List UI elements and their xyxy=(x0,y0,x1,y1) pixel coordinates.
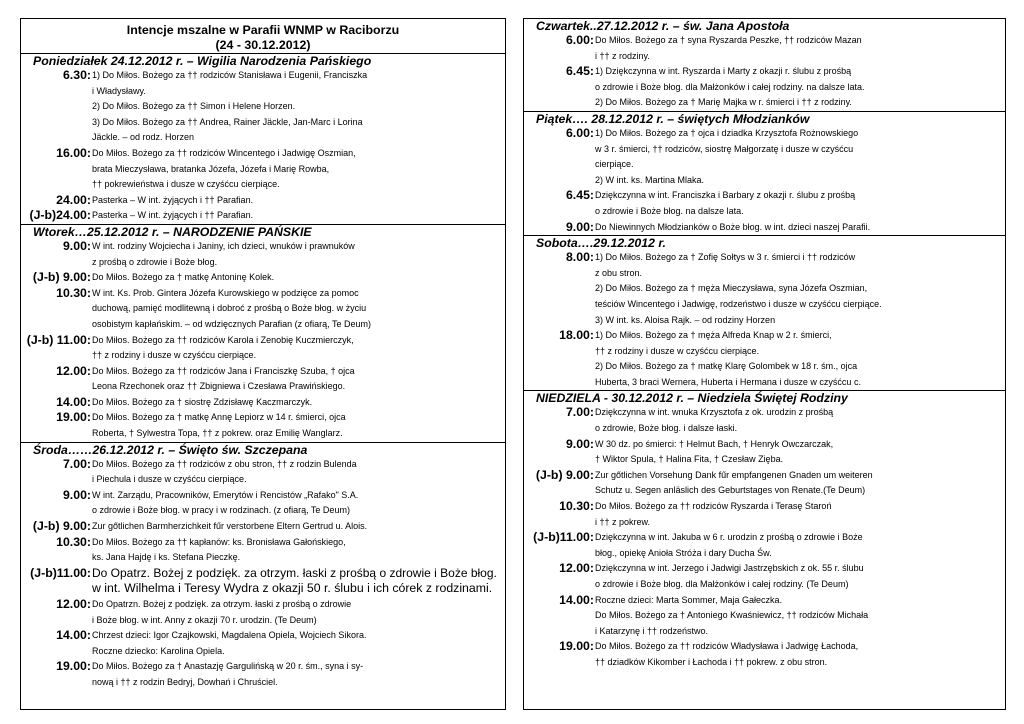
intention-text xyxy=(594,64,1005,111)
mass-intention-row xyxy=(21,146,505,193)
intention-line: o zdrowie, Boże błog. i dalsze łaski. xyxy=(595,423,738,434)
mass-time: 8.00: xyxy=(565,250,594,265)
intention-line: Schutz u. Segen anläslich des Geburtstages von Renate.(Te Deum) xyxy=(595,485,866,496)
intention-line: W 30 dz. po śmierci: † Helmut Bach, † Henryk Owczarczak, xyxy=(595,438,834,449)
intention-line: Dziękczynna w int. Franciszka i Barbary z okazji r. ślubu z prośbą xyxy=(595,190,856,201)
intention-line: 2) Do Miłos. Bożego za † męża Mieczysława, syna Józefa Oszmian, xyxy=(595,283,868,294)
mass-intention-row xyxy=(524,561,1005,592)
intention-line: W int. Ks. Prob. Gintera Józefa Kurowskiego w podzięce za pomoc xyxy=(92,287,359,298)
intention-text xyxy=(91,395,505,411)
mass-intention-row xyxy=(21,68,505,146)
intention-line: Do Miłos. Bożego za †† rodziców Wincentego i Jadwigę Oszmian, xyxy=(92,147,356,158)
mass-intention-row xyxy=(21,333,505,364)
intention-text xyxy=(594,328,1005,390)
mass-time: (J-b) 9.00: xyxy=(535,467,594,482)
intention-line: †† dziadków Kikomber i Łachoda i †† pokrew. z obu stron. xyxy=(595,656,828,667)
mass-time: 10.30: xyxy=(56,534,91,549)
day-heading: Piątek…. 28.12.2012 r. – świętych Młodzianków xyxy=(536,111,810,126)
mass-intention-row xyxy=(524,328,1005,390)
intention-line: o zdrowie i Boże błog. na dalsze lata. xyxy=(595,205,744,216)
intention-line: W int. Zarządu, Pracowników, Emerytów i Rencistów „Rafako" S.A. xyxy=(92,489,359,500)
mass-intention-row xyxy=(524,639,1005,670)
mass-intention-row xyxy=(21,410,505,441)
mass-intention-row xyxy=(21,566,505,597)
mass-time: 18.00: xyxy=(559,328,594,343)
day-section xyxy=(524,111,1005,235)
intention-line: i Władysławy. xyxy=(92,85,146,96)
intention-text xyxy=(91,535,505,566)
intention-line: Dziękczynna w int. wnuka Krzysztofa z ok. urodzin z prośbą xyxy=(595,407,834,418)
mass-time: 14.00: xyxy=(56,394,91,409)
intention-text xyxy=(594,33,1005,64)
bulletin-title xyxy=(21,23,505,53)
intention-line: ks. Jana Hajdę i ks. Stefana Pieczkę. xyxy=(92,552,241,563)
intention-line: osobistym kapłańskim. – od wdzięcznych Parafian (z ofiarą, Te Deum) xyxy=(92,318,371,329)
intention-line: Do Miłos. Bożego za †† rodziców Władysława i Jadwigę Łachoda, xyxy=(595,641,859,652)
intention-line: Zur gőtlichen Barmherzichkeit fűr verstorbene Eltern Gertrud u. Alois. xyxy=(92,521,368,532)
day-section xyxy=(21,224,505,442)
mass-intention-row xyxy=(21,395,505,411)
mass-time: 6.30: xyxy=(62,68,91,82)
mass-time: 14.00: xyxy=(559,592,594,607)
intention-line: o zdrowie i Boże błog. w pracy i w rodzinach. (z ofiarą, Te Deum) xyxy=(92,505,350,516)
intention-line: Leona Rzechonek oraz †† Zbigniewa i Czesława Prawińskiego. xyxy=(92,381,346,392)
mass-intention-row xyxy=(524,33,1005,64)
intention-line: 2) W int. ks. Martina Mlaka. xyxy=(595,174,705,185)
intention-line: 2) Do Miłos. Bożego za † Marię Majka w r. śmierci i †† z rodziny. xyxy=(595,97,852,108)
intention-line: Do Niewinnych Młodzianków o Boże błog. w int. dzieci naszej Parafii. xyxy=(595,221,871,232)
mass-time: 16.00: xyxy=(56,145,91,160)
mass-time: 10.30: xyxy=(559,499,594,514)
mass-intention-row xyxy=(524,468,1005,499)
intention-text xyxy=(91,333,505,364)
intention-line: Do Miłos. Bożego za †† rodziców z obu stron, †† z rodzin Bulenda xyxy=(92,458,357,469)
intention-text xyxy=(91,519,505,535)
intention-line: 1) Dziękczynna w int. Ryszarda i Marty z okazji r. ślubu z prośbą xyxy=(595,66,852,77)
intention-text xyxy=(91,68,505,146)
right-column xyxy=(523,18,1006,710)
intention-line: 3) Do Miłos. Bożego za †† Andrea, Rainer Jäckle, Jan-Marc i Lorina xyxy=(92,116,363,127)
mass-time: (J-b)11.00: xyxy=(30,565,91,580)
mass-time: (J-b)24.00: xyxy=(29,208,91,223)
mass-intention-row xyxy=(524,64,1005,111)
intention-line: Huberta, 3 braci Wernera, Huberta i Hermana i dusze w czyśćcu c. xyxy=(595,376,861,387)
intention-line: 1) Do Miłos. Bożego za † Zofię Sołtys w 3 r. śmierci i †† rodziców xyxy=(595,252,856,263)
intention-line: i Piechula i dusze w czyśćcu cierpiące. xyxy=(92,474,247,485)
intention-text xyxy=(91,597,505,628)
intention-text xyxy=(594,639,1005,670)
intention-line: †† z rodziny i dusze w czyśćcu cierpiące. xyxy=(595,345,760,356)
intention-text xyxy=(91,457,505,488)
intention-line: Do Miłos. Bożego za † syna Ryszarda Peszke, †† rodziców Mazan xyxy=(595,35,862,45)
day-heading: NIEDZIELA - 30.12.2012 r. – Niedziela Świętej Rodziny xyxy=(536,391,848,406)
intention-text xyxy=(91,193,505,209)
mass-intention-row xyxy=(21,193,505,209)
intention-line: 1) Do Miłos. Bożego za †† rodziców Stanisława i Eugenii, Franciszka xyxy=(92,70,368,80)
intention-line: i †† z rodziny. xyxy=(595,50,650,61)
day-heading: Sobota….29.12.2012 r. xyxy=(536,236,666,251)
left-sections xyxy=(21,53,505,691)
intention-line: Do Miłos. Bożego za † matkę Antoninę Kolek. xyxy=(92,272,275,283)
mass-time: 12.00: xyxy=(56,363,91,378)
intention-text xyxy=(594,468,1005,499)
mass-time: 12.00: xyxy=(56,597,91,611)
day-section xyxy=(21,53,505,224)
mass-intention-row xyxy=(21,457,505,488)
intention-line: Do Miłos. Bożego za † Anastazję Gargulińską w 20 r. śm., syna i sy- xyxy=(92,661,364,672)
mass-time: 10.30: xyxy=(56,285,91,300)
intention-line: †† z rodziny i dusze w czyśćcu cierpiące. xyxy=(92,350,257,361)
mass-intention-row xyxy=(21,519,505,535)
intention-line: Roczne dzieci: Marta Sommer, Maja Gałeczka. xyxy=(595,594,783,605)
mass-intention-row xyxy=(21,628,505,659)
mass-intention-row xyxy=(524,499,1005,530)
intention-line: i Boże błog. w int. Anny z okazji 70 r. urodzin. (Te Deum) xyxy=(92,614,317,625)
mass-time: 24.00: xyxy=(56,192,91,207)
intention-line: błog., opiekę Anioła Stróża i dary Ducha Św. xyxy=(595,547,772,558)
left-column xyxy=(20,18,506,710)
intention-text xyxy=(594,530,1005,561)
intention-text xyxy=(91,364,505,395)
mass-intention-row xyxy=(524,530,1005,561)
intention-line: brata Mieczysława, bratanka Józefa, Józefa i Marię Rowba, xyxy=(92,163,330,174)
intention-text xyxy=(91,659,505,690)
mass-time: 19.00: xyxy=(559,639,594,654)
day-heading: Wtorek…25.12.2012 r. – NARODZENIE PAŃSKIE xyxy=(33,224,312,239)
intention-line: Do Miłos. Bożego za †† rodziców Jana i Franciszkę Szuba, † ojca xyxy=(92,365,355,376)
intention-line: Do Miłos. Bożego za † Antoniego Kwaśniewicz, †† rodziców Michała xyxy=(595,610,869,621)
mass-time: 9.00: xyxy=(62,238,91,253)
intention-text xyxy=(91,270,505,286)
intention-text xyxy=(91,566,505,597)
mass-time: 7.00: xyxy=(62,456,91,471)
intention-text xyxy=(594,593,1005,640)
intention-line: † Wiktor Spula, † Halina Fita, † Czesław Zięba. xyxy=(595,454,784,465)
mass-time: 9.00: xyxy=(62,487,91,502)
intention-line: cierpiące. xyxy=(595,159,634,170)
intention-text xyxy=(594,126,1005,188)
mass-time: 6.00: xyxy=(565,33,594,47)
mass-time: (J-b)11.00: xyxy=(533,530,594,545)
intention-line: 3) W int. ks. Aloisa Rajk. – od rodziny Horzen xyxy=(595,314,776,325)
intention-line: nową i †† z rodzin Bedryj, Dowhań i Chruściel. xyxy=(92,676,278,687)
intention-line: Roberta, † Sylwestra Topa, †† z pokrew. oraz Emilię Wanglarz. xyxy=(92,428,343,439)
intention-line: 2) Do Miłos. Bożego za † matkę Klarę Golombek w 18 r. śm., ojca xyxy=(595,361,858,372)
intention-text xyxy=(594,188,1005,219)
intention-text xyxy=(91,146,505,193)
intention-text xyxy=(594,250,1005,328)
intention-text xyxy=(594,499,1005,530)
intention-line: Chrzest dzieci: Igor Czajkowski, Magdalena Opiela, Wojciech Sikora. xyxy=(92,630,367,641)
intention-line: Do Opatrz. Bożej z podzięk. za otrzym. łaski z prośbą o zdrowie i Boże błog. xyxy=(92,565,497,580)
intention-line: z prośbą o zdrowie i Boże błog. xyxy=(92,256,218,267)
intention-line: w 3 r. śmierci, †† rodziców, siostrę Małgorzatę i dusze w czyśćcu xyxy=(595,143,854,154)
intention-line: o zdrowie i Boże błog. dla Małżonków i całej rodziny. na dalsze lata. xyxy=(595,81,865,92)
mass-time: 7.00: xyxy=(565,405,594,420)
intention-text xyxy=(594,437,1005,468)
intention-line: w int. Wilhelma i Teresy Wydra z okazji 50 r. ślubu i ich córek z rodzinami. xyxy=(92,581,493,596)
mass-intention-row xyxy=(21,535,505,566)
intention-text xyxy=(594,220,1005,236)
mass-intention-row xyxy=(21,286,505,333)
mass-intention-row xyxy=(21,239,505,270)
intention-line: Pasterka – W int. żyjących i †† Parafian. xyxy=(92,210,254,221)
intention-line: i Katarzynę i †† rodzeństwo. xyxy=(595,625,709,636)
mass-time: 19.00: xyxy=(56,410,91,425)
mass-intention-row xyxy=(524,188,1005,219)
mass-intention-row xyxy=(524,250,1005,328)
mass-time: 6.45: xyxy=(565,64,594,79)
intention-line: Do Miłos. Bożego za † siostrę Zdzisławę Kaczmarczyk. xyxy=(92,396,313,407)
mass-intention-row xyxy=(21,364,505,395)
intention-text xyxy=(91,410,505,441)
intention-line: Dziękczynna w int. Jakuba w 6 r. urodzin z prośbą o zdrowie i Boże xyxy=(595,532,863,543)
day-section xyxy=(21,442,505,691)
day-heading: Środa……26.12.2012 r. – Święto św. Szczepana xyxy=(33,442,308,457)
intention-line: Jäckle. – od rodz. Horzen xyxy=(92,132,195,143)
title-line: Intencje mszalne w Parafii WNMP w Raciborzu xyxy=(126,23,400,37)
intention-line: teściów Wincentego i Jadwigę, rodzeństwo i dusze w czyśćcu cierpiące. xyxy=(595,298,882,309)
mass-time: (J-b) 9.00: xyxy=(32,270,91,285)
right-sections xyxy=(524,19,1005,671)
mass-intention-row xyxy=(21,659,505,690)
day-heading: Poniedziałek 24.12.2012 r. – Wigilia Narodzenia Pańskiego xyxy=(33,54,372,68)
intention-line: Do Miłos. Bożego za †† rodziców Karola i Zenobię Kuczmierczyk, xyxy=(92,334,354,345)
mass-intention-row xyxy=(524,220,1005,236)
intention-line: Pasterka – W int. żyjących i †† Parafian. xyxy=(92,194,254,205)
mass-intention-row xyxy=(524,593,1005,640)
day-heading: Czwartek..27.12.2012 r. – św. Jana Apostoła xyxy=(536,19,790,33)
mass-time: 19.00: xyxy=(56,659,91,674)
mass-time: (J-b) 9.00: xyxy=(32,519,91,534)
mass-time: 6.00: xyxy=(565,125,594,140)
mass-intention-row xyxy=(21,488,505,519)
intention-line: Zur gőtlichen Vorsehung Dank fűr empfangenen Gnaden um weiteren xyxy=(595,469,873,480)
day-section xyxy=(524,19,1005,111)
mass-time: (J-b) 11.00: xyxy=(26,332,91,347)
mass-intention-row xyxy=(524,405,1005,436)
intention-line: z obu stron. xyxy=(595,267,643,278)
intention-line: i †† z pokrew. xyxy=(595,516,651,527)
day-section xyxy=(524,235,1005,390)
intention-line: Dziękczynna w int. Jerzego i Jadwigi Jastrzębskich z ok. 55 r. ślubu xyxy=(595,563,864,574)
mass-intention-row xyxy=(21,270,505,286)
intention-line: Roczne dziecko: Karolina Opiela. xyxy=(92,645,225,656)
intention-line: 2) Do Miłos. Bożego za †† Simon i Helene Horzen. xyxy=(92,101,296,112)
intention-text xyxy=(91,286,505,333)
intention-text xyxy=(594,561,1005,592)
mass-intention-row xyxy=(21,208,505,224)
intention-line: duchową, pamięć modlitewną i dobroć z prośbą o Boże błog. w życiu xyxy=(92,303,367,314)
mass-time: 9.00: xyxy=(565,436,594,451)
intention-text xyxy=(91,208,505,224)
intention-text xyxy=(594,405,1005,436)
mass-time: 14.00: xyxy=(56,628,91,643)
intention-text xyxy=(91,239,505,270)
intention-line: o zdrowie i Boże błog. dla Małżonków i całej rodziny. (Te Deum) xyxy=(595,579,849,589)
intention-line: Do Miłos. Bożego za †† rodziców Ryszarda i Terasę Staroń xyxy=(595,501,832,512)
mass-time: 9.00: xyxy=(565,219,594,234)
intention-line: †† pokrewieństwa i dusze w czyśćcu cierpiące. xyxy=(92,179,280,190)
intention-line: Do Opatrzn. Bożej z podzięk. za otrzym. łaski z prośbą o zdrowie xyxy=(92,599,352,609)
day-section xyxy=(524,390,1005,670)
date-range: (24 - 30.12.2012) xyxy=(215,38,311,52)
intention-line: Do Miłos. Bożego za † matkę Annę Lepiorz w 14 r. śmierci, ojca xyxy=(92,412,346,423)
intention-line: Do Miłos. Bożego za †† kapłanów: ks. Bronisława Gałońskiego, xyxy=(92,536,346,547)
mass-intention-row xyxy=(21,597,505,628)
mass-intention-row xyxy=(524,437,1005,468)
mass-time: 6.45: xyxy=(565,188,594,203)
mass-time: 12.00: xyxy=(559,561,594,576)
mass-intention-row xyxy=(524,126,1005,188)
intention-text xyxy=(91,628,505,659)
intention-text xyxy=(91,488,505,519)
intention-line: W int. rodziny Wojciecha i Janiny, ich dzieci, wnuków i prawnuków xyxy=(92,240,355,251)
intention-line: 1) Do Miłos. Bożego za † męża Alfreda Knap w 2 r. śmierci, xyxy=(595,330,832,341)
intention-line: 1) Do Miłos. Bożego za † ojca i dziadka Krzysztofa Rożnowskiego xyxy=(595,127,859,138)
